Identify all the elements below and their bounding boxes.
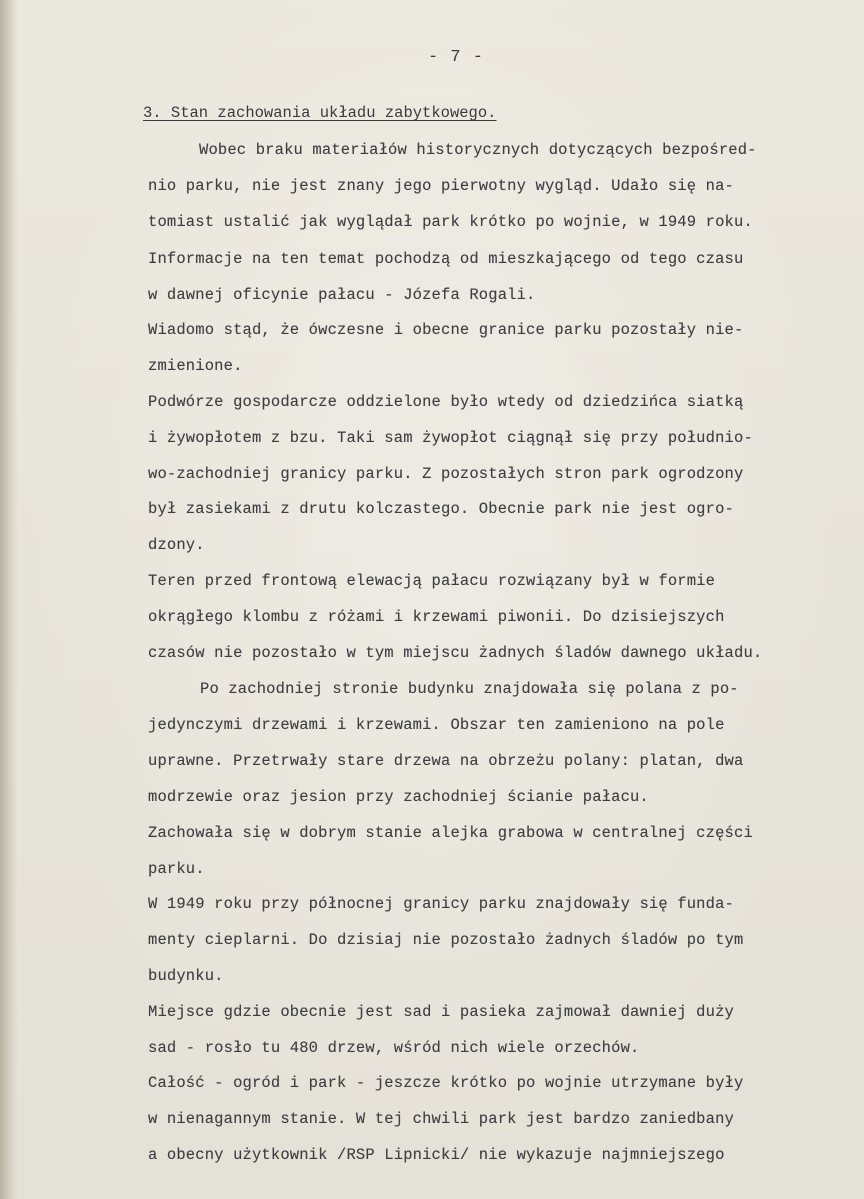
text-line: Teren przed frontową elewacją pałacu rozwiązany był w formie <box>148 572 716 590</box>
text-line: Wiadomo stąd, że ówczesne i obecne granice parku pozostały nie- <box>148 321 744 339</box>
text-line: Podwórze gospodarcze oddzielone było wtedy od dziedzińca siatką <box>148 393 744 411</box>
paper-edge-shadow <box>0 0 18 1199</box>
text-line: był zasiekami z drutu kolczastego. Obecnie park nie jest ogro- <box>148 500 734 518</box>
text-line: Zachowała się w dobrym stanie alejka grabowa w centralnej części <box>148 824 753 842</box>
text-line: Informacje na ten temat pochodzą od mieszkającego od tego czasu <box>148 250 744 268</box>
text-line: i żywopłotem z bzu. Taki sam żywopłot ciągnął się przy południo- <box>148 429 753 447</box>
text-line: dzony. <box>148 536 205 554</box>
text-line: uprawne. Przetrwały stare drzewa na obrzeżu polany: platan, dwa <box>148 752 744 770</box>
text-line: W 1949 roku przy północnej granicy parku znajdowały się funda- <box>148 895 734 913</box>
text-line: sad - rosło tu 480 drzew, wśród nich wiele orzechów. <box>148 1039 640 1057</box>
text-line: menty cieplarni. Do dzisiaj nie pozostało żadnych śladów po tym <box>148 931 744 949</box>
section-heading: 3. Stan zachowania układu zabytkowego. <box>143 104 497 122</box>
text-line: budynku. <box>148 967 224 985</box>
text-line: parku. <box>148 860 205 878</box>
text-line: okrągłego klombu z różami i krzewami piwonii. Do dzisiejszych <box>148 608 725 626</box>
text-line: Miejsce gdzie obecnie jest sad i pasieka zajmował dawniej duży <box>148 1003 734 1021</box>
text-line: czasów nie pozostało w tym miejscu żadnych śladów dawnego układu. <box>148 644 763 662</box>
text-line: Po zachodniej stronie budynku znajdowała się polana z po- <box>200 680 739 698</box>
text-line: wo-zachodniej granicy parku. Z pozostałych stron park ogrodzony <box>148 465 744 483</box>
text-line: tomiast ustalić jak wyglądał park krótko po wojnie, w 1949 roku. <box>148 213 753 231</box>
text-line: Wobec braku materiałów historycznych dotyczących bezpośred- <box>199 141 757 159</box>
text-line: Całość - ogród i park - jeszcze krótko po wojnie utrzymane były <box>148 1074 744 1092</box>
text-line: nio parku, nie jest znany jego pierwotny wygląd. Udało się na- <box>148 177 734 195</box>
text-line: zmienione. <box>148 357 243 375</box>
text-line: w dawnej oficynie pałacu - Józefa Rogali. <box>148 286 536 304</box>
text-line: modrzewie oraz jesion przy zachodniej ścianie pałacu. <box>148 788 649 806</box>
text-line: jedynczymi drzewami i krzewami. Obszar ten zamieniono na pole <box>148 716 725 734</box>
text-line: a obecny użytkownik /RSP Lipnicki/ nie wykazuje najmniejszego <box>148 1146 725 1164</box>
page-number: - 7 - <box>428 48 485 67</box>
text-line: w nienagannym stanie. W tej chwili park jest bardzo zaniedbany <box>148 1110 734 1128</box>
